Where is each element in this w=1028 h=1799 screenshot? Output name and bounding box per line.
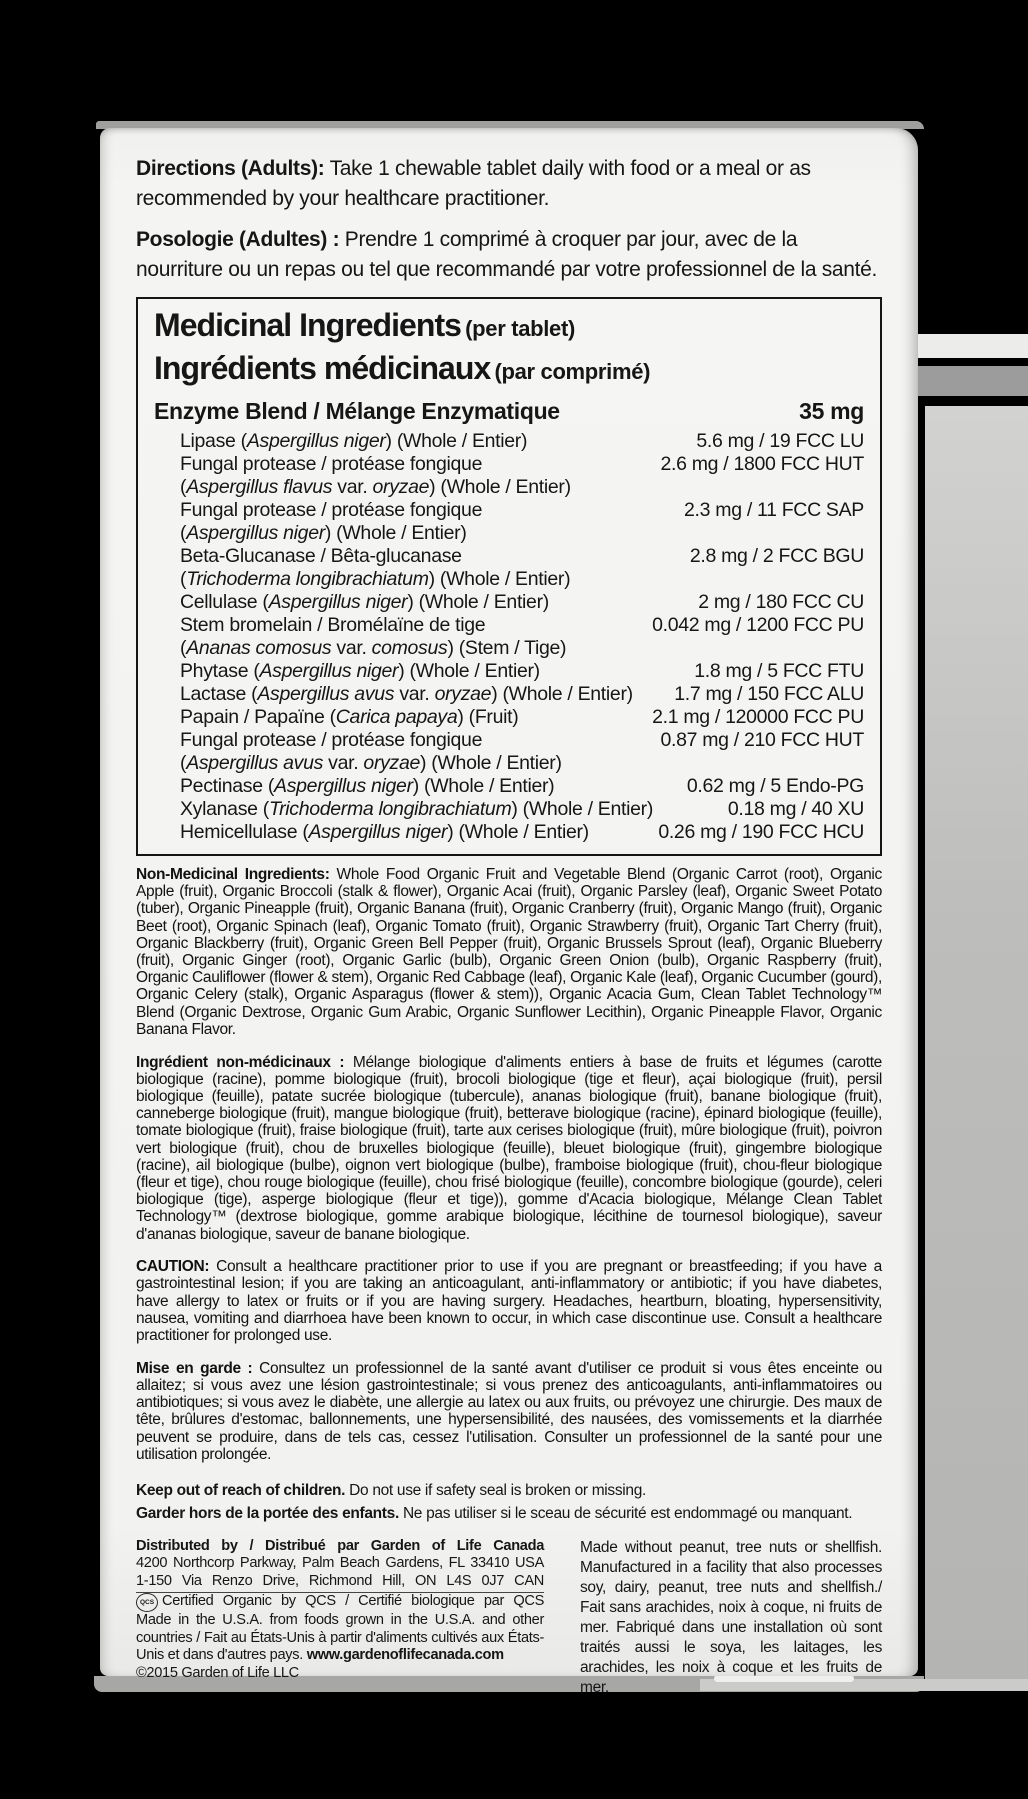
enzyme-blend-amount: 35 mg <box>799 398 864 424</box>
keep-out-fr-text: Ne pas utiliser si le sceau de sécurité est endommagé ou manquant. <box>402 1504 853 1522</box>
enzyme-amount: 2 mg / 180 FCC CU <box>698 591 864 613</box>
enzyme-amount: 0.87 mg / 210 FCC HUT <box>660 729 864 751</box>
non-medicinal-en-text: Whole Food Organic Fruit and Vegetable Blend (Organic Carrot (root), Organic Apple (fruit), Organic Broccoli (stalk & flower), Organic Acai (fruit), Organic Parsley (leaf), Organic Sweet Potato (tuber), Organic Pineapple (fruit), Organic Banana (fruit), Organic Cranberry (fruit), Organic Mango (fruit), Organic Beet (root), Organic Spinach (leaf), Organic Tomato (fruit), Organic Strawberry (fruit), Organic Tart Cherry (fruit), Organic Blackberry (fruit), Organic Green Bell Pepper (fruit), Organic Brussels Sprout (leaf), Organic Blueberry (fruit), Organic Ginger (root), Organic Garlic (bulb), Organic Green Onion (bulb), Organic Raspberry (fruit), Organic Cauliflower (flower & stem), Organic Red Cabbage (leaf), Organic Kale (leaf), Organic Cucumber (gourd), Organic Celery (stalk), Organic Asparagus (flower & stem)), Organic Acacia Gum, Clean Tablet Technology™ Blend (Organic Dextrose, Organic Gum Arabic, Organic Sunflower Lecithin), Organic Pineapple Flavor, Organic Banana Flavor. <box>136 866 882 1038</box>
caution-en-label: CAUTION: <box>136 1258 210 1276</box>
qcs-seal-text: QCS <box>139 1598 155 1606</box>
enzyme-table <box>154 430 864 844</box>
medicinal-title-fr-main: Ingrédients médicinaux <box>154 350 491 386</box>
website-url: www.gardenoflifecanada.com <box>306 1647 504 1664</box>
caution-en-text: Consult a healthcare practitioner prior to use if you are pregnant or breastfeeding; if you have a gastrointestinal lesion; if you are taking an anticoagulant, anti-inflammatory or antibiotic; if you have diabetes, have allergy to latex or fruits or if you are having surgery. Headaches, heartburn, bloating, hypersensitivity, nausea, vomiting and diarrhoea have been known to occur, in which case discontinue use. Consult a healthcare practitioner for prolonged use. <box>136 1258 882 1345</box>
enzyme-amount: 2.8 mg / 2 FCC BGU <box>689 545 864 567</box>
keep-out-fr <box>136 1502 882 1525</box>
copyright-line: ©2015 Garden of Life LLC <box>136 1665 299 1682</box>
background-object-gray-strip <box>925 406 1028 1688</box>
enzyme-row <box>154 591 864 614</box>
directions-en-text: Take 1 chewable tablet daily with food or a meal or as recommended by your healthcare practitioner. <box>136 157 811 210</box>
enzyme-amount: 1.8 mg / 5 FCC FTU <box>694 660 864 682</box>
enzyme-name: Xylanase (Trichoderma longibrachiatum) (Whole / Entier) <box>180 798 653 820</box>
medicinal-title-fr <box>154 350 864 393</box>
medicinal-ingredients-box <box>136 297 882 856</box>
keep-out-en-text: Do not use if safety seal is broken or missing. <box>349 1481 646 1499</box>
enzyme-name: Lactase (Aspergillus avus var. oryzae) (Whole / Entier) <box>180 683 633 705</box>
label-panel <box>100 128 918 1696</box>
distributed-by-line: Distributed by / Distribué par Garden of Life Canada <box>136 1537 544 1554</box>
address-us-line: 4200 Northcorp Parkway, Palm Beach Gardens, FL 33410 USA <box>136 1555 544 1572</box>
footer-columns <box>136 1538 882 1698</box>
non-medicinal-en-label: Non-Medicinal Ingredients: <box>136 866 330 883</box>
enzyme-row <box>154 775 864 798</box>
caution-fr-label: Mise en garde : <box>136 1359 253 1377</box>
certified-organic-text: Certified Organic by QCS / Certifié biologique par QCS <box>162 1593 544 1610</box>
certified-organic-line <box>136 1593 544 1612</box>
enzyme-name: Phytase (Aspergillus niger) (Whole / Entier) <box>180 660 540 682</box>
enzyme-name: Pectinase (Aspergillus niger) (Whole / Entier) <box>180 775 555 797</box>
enzyme-amount: 0.18 mg / 40 XU <box>727 798 864 820</box>
caution-en <box>136 1258 882 1344</box>
enzyme-name: Lipase (Aspergillus niger) (Whole / Entier) <box>180 430 528 452</box>
made-in-text <box>136 1612 544 1665</box>
address-ca-line: 1-150 Via Renzo Drive, Richmond Hill, ON L4S 0J7 CAN <box>136 1573 544 1593</box>
keep-out-block <box>136 1479 882 1525</box>
background-object-band-light <box>918 334 1028 358</box>
enzyme-row <box>154 821 864 844</box>
non-medicinal-fr-label: Ingrédient non-médicinaux : <box>136 1053 345 1071</box>
enzyme-row <box>154 545 864 591</box>
directions-fr <box>136 225 882 285</box>
directions-en <box>136 154 882 214</box>
enzyme-row <box>154 798 864 821</box>
enzyme-amount: 2.1 mg / 120000 FCC PU <box>652 706 864 728</box>
non-medicinal-fr-text: Mélange biologique d'aliments entiers à base de fruits et légumes (carotte biologique (racine), pomme biologique (fruit), brocoli biologique (tige et fleur), açai biologique (fruit), persil biologique (feuille), patate sucrée biologique (tubercule), ananas biologique (fruit), banane biologique (fruit), canneberge biologique (fruit), mangue biologique (fruit), betterave biologique (racine), épinard biologique (feuille), tomate biologique (fruit), fraise biologique (fruit), tarte aux cerises biologique (fruit), mûre biologique (fruit), poivron vert biologique (fruit), chou de bruxelles biologique (feuille), bleuet biologique (fruit), gingembre biologique (racine), ail biologique (bulbe), oignon vert biologique (bulbe), framboise biologique (fruit), chou-fleur biologique (fleur et tige), chou rouge biologique (feuille), chou frisé biologique (feuille), concombre biologique (gourde), celeri biologique (tige), asperge biologique (fleur et tige)), gomme d'Acacia biologique, Mélange Clean Tablet Technology™ (dextrose biologique, gomme arabique biologique, lécithine de tournesol biologique), saveur d'ananas biologique, saveur de banane biologique. <box>136 1053 882 1243</box>
medicinal-title-fr-suffix: (par comprimé) <box>494 359 651 384</box>
distributor-info <box>136 1538 544 1698</box>
enzyme-blend-name: Enzyme Blend / Mélange Enzymatique <box>154 398 560 424</box>
enzyme-row <box>154 706 864 729</box>
enzyme-row <box>154 614 864 660</box>
allergen-info: Made without peanut, tree nuts or shellfish. Manufactured in a facility that also processes soy, dairy, peanut, tree nuts and shellfish./ Fait sans arachides, noix à coque, ni fruits de mer. Fabriqué dans une installation où sont traités aussi le soya, les laitages, les arachides, les noix à coque et les fruits de mer. <box>580 1538 882 1696</box>
keep-out-en-label: Keep out of reach of children. <box>136 1481 346 1499</box>
medicinal-title-en-main: Medicinal Ingredients <box>154 307 462 343</box>
qcs-organic-seal-icon <box>136 1593 158 1612</box>
enzyme-name: Papain / Papaïne (Carica papaya) (Fruit) <box>180 706 519 728</box>
enzyme-row <box>154 683 864 706</box>
made-in-body: Made in the U.S.A. from foods grown in the U.S.A. and other countries / Fait au États-Unis à partir d'aliments cultivés aux États-Unis et dans d'autres pays. <box>136 1611 544 1664</box>
enzyme-amount: 0.26 mg / 190 FCC HCU <box>658 821 864 843</box>
enzyme-name: Hemicellulase (Aspergillus niger) (Whole / Entier) <box>180 821 589 843</box>
enzyme-blend-row <box>154 396 864 426</box>
keep-out-en <box>136 1479 882 1502</box>
caution-fr <box>136 1360 882 1463</box>
enzyme-name: Beta-Glucanase / Bêta-glucanase (Trichoderma longibrachiatum) (Whole / Entier) <box>180 545 571 590</box>
enzyme-amount: 5.6 mg / 19 FCC LU <box>696 430 864 452</box>
enzyme-amount: 0.62 mg / 5 Endo-PG <box>686 775 864 797</box>
enzyme-name: Fungal protease / protéase fongique (Aspergillus niger) (Whole / Entier) <box>180 499 483 544</box>
enzyme-name: Fungal protease / protéase fongique (Aspergillus flavus var. oryzae) (Whole / Entier) <box>180 453 571 498</box>
medicinal-title-en-suffix: (per tablet) <box>465 316 575 341</box>
directions-fr-label: Posologie (Adultes) : <box>136 228 340 251</box>
keep-out-fr-label: Garder hors de la portée des enfants. <box>136 1504 399 1522</box>
enzyme-amount: 0.042 mg / 1200 FCC PU <box>652 614 864 636</box>
enzyme-row <box>154 729 864 775</box>
directions-en-label: Directions (Adults): <box>136 157 325 180</box>
enzyme-row <box>154 499 864 545</box>
background-object-band-dark <box>918 366 1028 396</box>
medicinal-title-en <box>154 307 864 350</box>
enzyme-name: Stem bromelain / Bromélaïne de tige (Ananas comosus var. comosus) (Stem / Tige) <box>180 614 567 659</box>
directions-fr-text: Prendre 1 comprimé à croquer par jour, avec de la nourriture ou un repas ou tel que recommandé par votre professionnel de la santé. <box>136 228 878 281</box>
enzyme-row <box>154 660 864 683</box>
non-medicinal-fr <box>136 1054 882 1243</box>
enzyme-amount: 2.3 mg / 11 FCC SAP <box>684 499 864 521</box>
non-medicinal-en <box>136 866 882 1038</box>
enzyme-row <box>154 453 864 499</box>
enzyme-name: Cellulase (Aspergillus niger) (Whole / Entier) <box>180 591 549 613</box>
enzyme-amount: 1.7 mg / 150 FCC ALU <box>674 683 864 705</box>
enzyme-row <box>154 430 864 453</box>
caution-fr-text: Consultez un professionnel de la santé avant d'utiliser ce produit si vous êtes enceinte ou allaitez; si vous avez une lésion gastrointestinale; si vous prenez des anticoagulants, anti-inflammatoires ou antibiotiques; si vous avez le diabète, une allergie au latex ou aux fruits, ou prévoyez une chirurgie. Des maux de tête, brûlures d'estomac, ballonnements, une hypersensibilité, des nausées, des vomissements et la diarrhée peuvent se produire, dans de tels cas, cessez l'utilisation. Consulter un professionnel de la santé pour une utilisation prolongée. <box>136 1359 882 1463</box>
enzyme-name: Fungal protease / protéase fongique (Aspergillus avus var. oryzae) (Whole / Entier) <box>180 729 562 774</box>
enzyme-amount: 2.6 mg / 1800 FCC HUT <box>660 453 864 475</box>
